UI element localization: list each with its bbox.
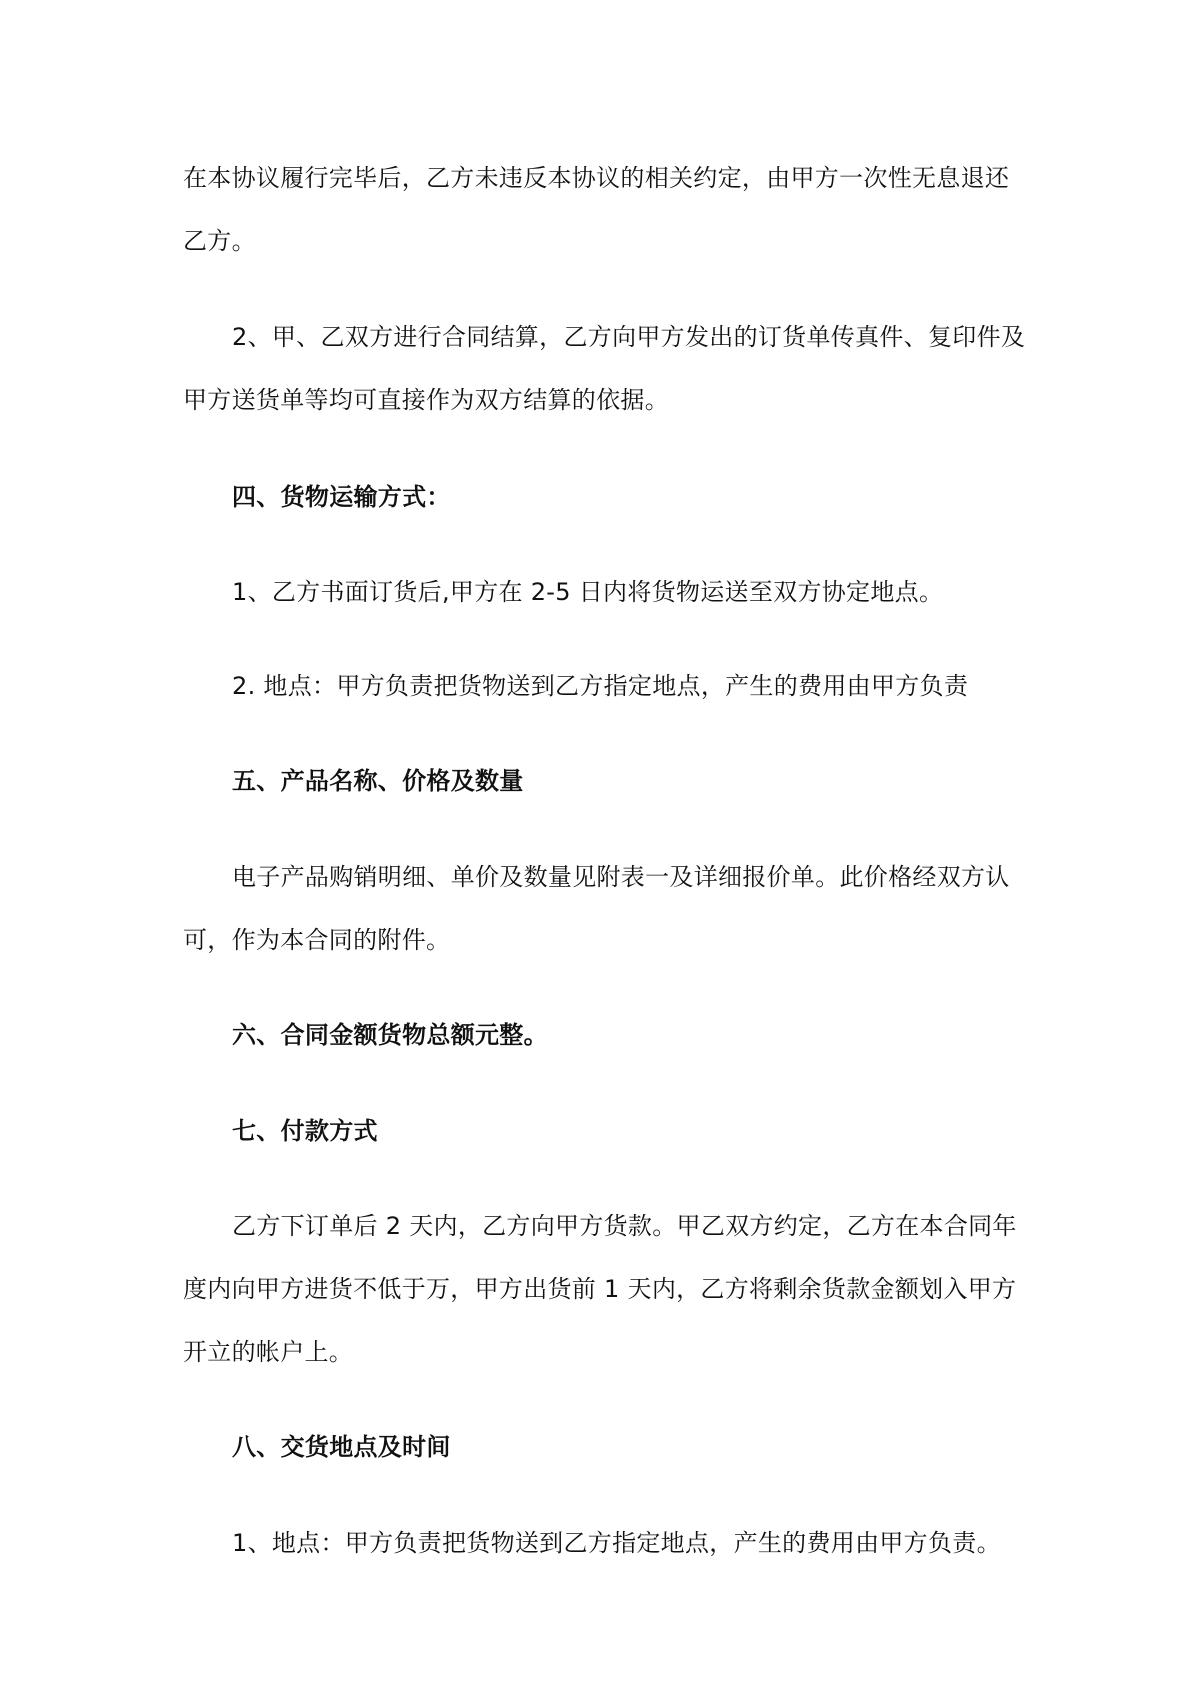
paragraph-line: 乙方下订单后 2 天内，乙方向甲方货款。甲乙双方约定，乙方在本合同年 — [232, 1212, 1017, 1240]
paragraph-line: 开立的帐户上。 — [183, 1338, 354, 1366]
paragraph-line: 2. 地点：甲方负责把货物送到乙方指定地点，产生的费用由甲方负责 — [232, 672, 969, 700]
section-heading: 七、付款方式 — [232, 1117, 378, 1145]
section-heading: 八、交货地点及时间 — [232, 1433, 451, 1461]
paragraph-line: 1、乙方书面订货后,甲方在 2-5 日内将货物运送至双方协定地点。 — [232, 578, 944, 606]
paragraph-line: 1、地点：甲方负责把货物送到乙方指定地点，产生的费用由甲方负责。 — [232, 1529, 1001, 1557]
paragraph-line: 电子产品购销明细、单价及数量见附表一及详细报价单。此价格经双方认 — [232, 863, 1010, 891]
section-heading: 五、产品名称、价格及数量 — [232, 767, 524, 795]
paragraph-line: 可，作为本合同的附件。 — [183, 926, 451, 954]
section-heading: 六、合同金额货物总额元整。 — [232, 1021, 548, 1049]
paragraph-line: 在本协议履行完毕后，乙方未违反本协议的相关约定，由甲方一次性无息退还 — [183, 164, 1010, 192]
paragraph-line: 乙方。 — [183, 227, 256, 255]
section-heading: 四、货物运输方式： — [232, 483, 451, 511]
paragraph-line: 度内向甲方进货不低于万，甲方出货前 1 天内，乙方将剩余货款金额划入甲方 — [183, 1275, 1017, 1303]
paragraph-line: 2、甲、乙双方进行合同结算，乙方向甲方发出的订货单传真件、复印件及 — [232, 323, 1026, 351]
paragraph-line: 甲方送货单等均可直接作为双方结算的依据。 — [183, 386, 669, 414]
